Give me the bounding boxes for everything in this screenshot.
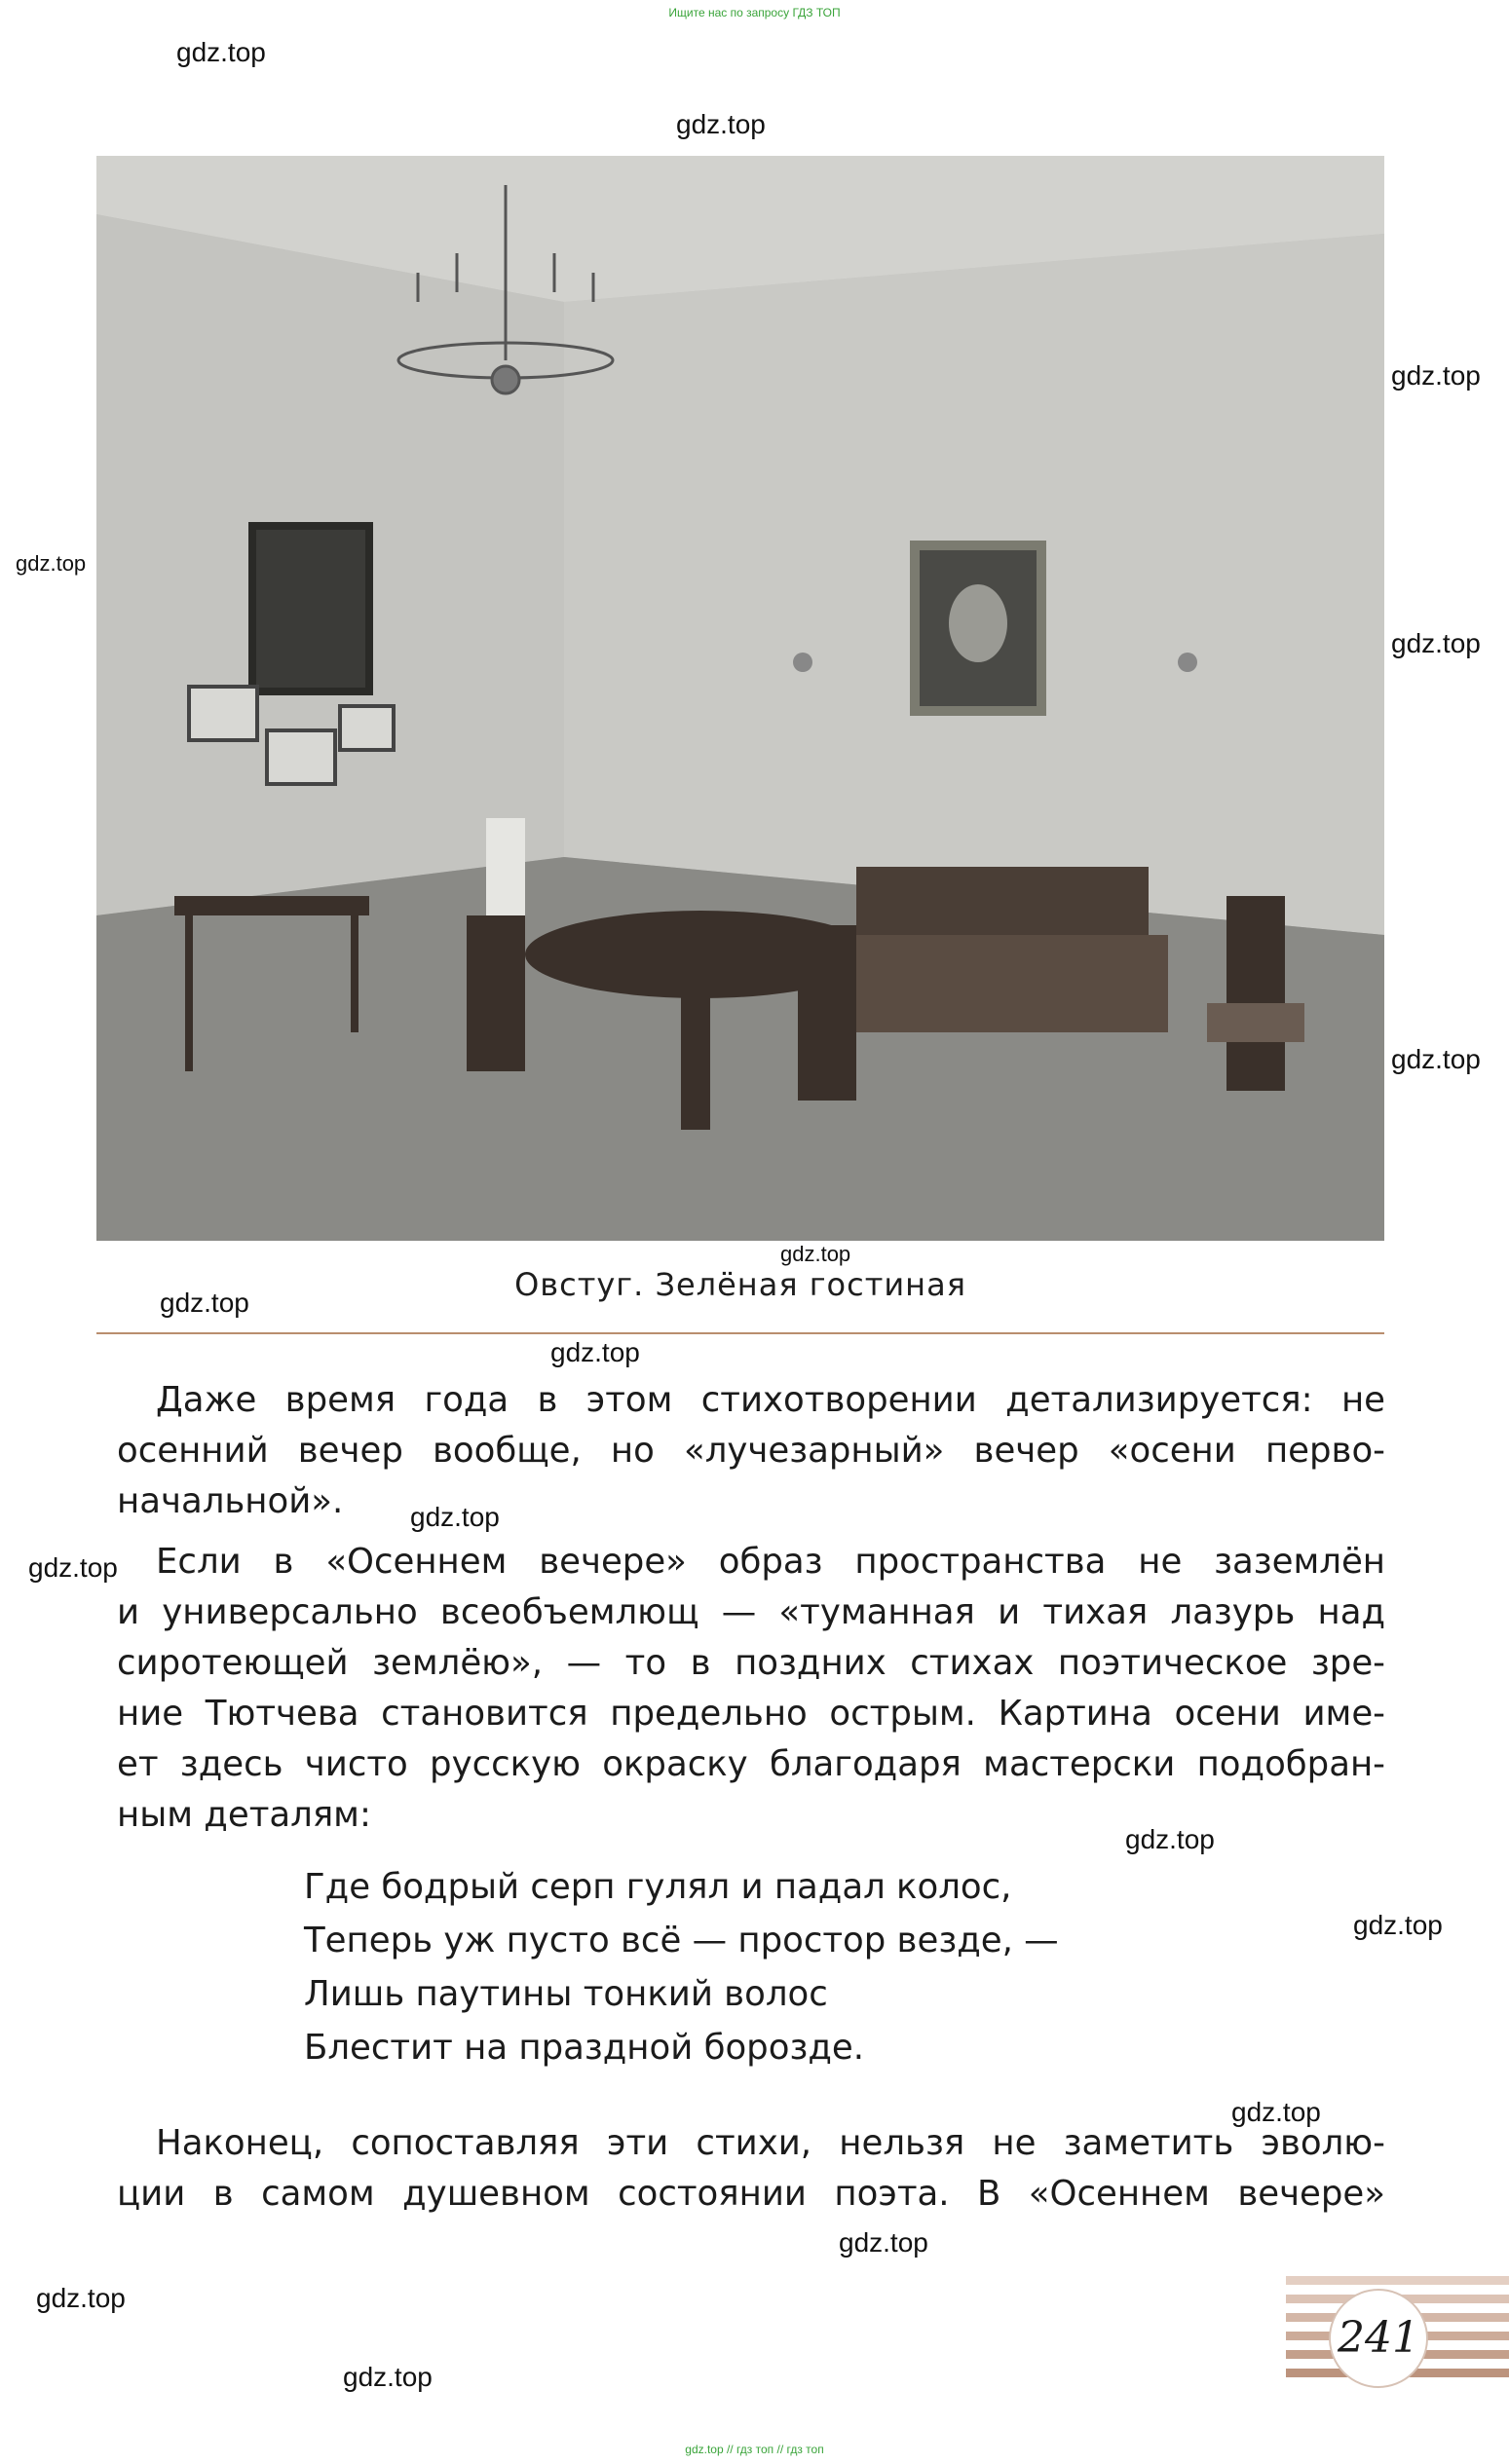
watermark-text: gdz.top: [28, 1552, 118, 1583]
verse-line: Лишь паутины тонкий волос: [304, 1974, 828, 2014]
text-line: осенний вечер вообще, но «лучезарный» вечер «осени перво-: [117, 1431, 1385, 1471]
text-line: ет здесь чисто русскую окраску благодаря мастерски подобран-: [117, 1744, 1385, 1784]
text-line: ным деталям:: [117, 1795, 371, 1835]
watermark-text: gdz.top: [1391, 1044, 1481, 1074]
text-line: начальной».: [117, 1481, 344, 1521]
text-line: и универсально всеобъемлющ — «туманная и тихая лазурь над: [117, 1592, 1385, 1632]
text-line: Если в «Осеннем вечере» образ пространства не заземлён: [156, 1542, 1385, 1582]
watermark-text: gdz.top: [780, 1242, 851, 1266]
watermark-text: gdz.top: [1391, 628, 1481, 658]
watermark-text: gdz.top: [1125, 1824, 1215, 1854]
watermark-text: gdz.top: [1231, 2097, 1321, 2127]
paragraph-1: [117, 1375, 1385, 1527]
watermark-text: gdz.top: [36, 2283, 126, 2313]
room-photo: [96, 156, 1384, 1241]
text-line: Даже время года в этом стихотворении детализируется: не: [156, 1380, 1385, 1420]
watermark-text: gdz.top: [839, 2227, 928, 2258]
page-number: 241: [1329, 2289, 1428, 2388]
poem-quote: [304, 1860, 1059, 2074]
watermark-text: gdz.top: [176, 37, 266, 67]
watermark-text: gdz.top: [1391, 360, 1481, 391]
watermark-text: gdz.top: [550, 1337, 640, 1367]
photo-caption: Овстуг. Зелёная гостиная: [514, 1266, 966, 1303]
green-drawing-room-illustration: [96, 156, 1384, 1241]
verse-line: Где бодрый серп гулял и падал колос,: [304, 1867, 1012, 1907]
verse-line: Блестит на праздной борозде.: [304, 2028, 864, 2068]
footer-banner: gdz.top // гдз топ // гдз топ: [685, 2443, 824, 2456]
top-banner: Ищите нас по запросу ГДЗ ТОП: [668, 6, 841, 19]
verse-line: Теперь уж пусто всё — простор везде, —: [304, 1921, 1059, 1960]
paragraph-3: [117, 2118, 1385, 2220]
watermark-text: gdz.top: [16, 551, 87, 576]
text-line: ции в самом душевном состоянии поэта. В «Осеннем вечере»: [117, 2174, 1385, 2214]
text-line: сиротеющей землёю», — то в поздних стихах поэтическое зре-: [117, 1643, 1385, 1683]
watermark-text: gdz.top: [1353, 1910, 1443, 1940]
watermark-text: gdz.top: [160, 1288, 249, 1318]
paragraph-2: [117, 1537, 1385, 1841]
watermark-text: gdz.top: [410, 1502, 500, 1532]
watermark-text: gdz.top: [343, 2362, 433, 2392]
text-line: ние Тютчева становится предельно острым. Картина осени име-: [117, 1694, 1385, 1734]
watermark-text: gdz.top: [676, 109, 766, 139]
text-line: Наконец, сопоставляя эти стихи, нельзя не заметить эволю-: [156, 2123, 1385, 2163]
caption-divider: [96, 1332, 1384, 1334]
